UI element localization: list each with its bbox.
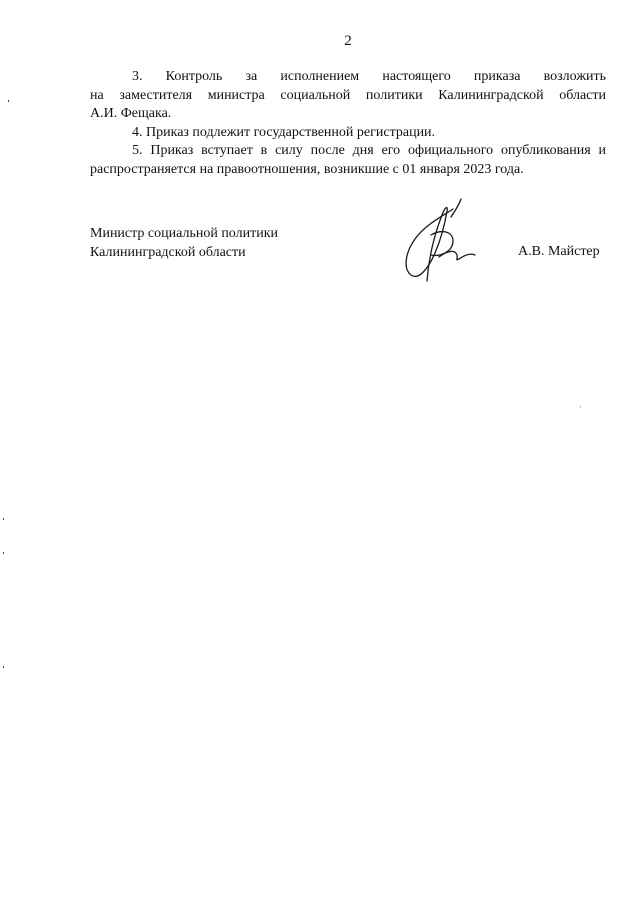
scan-speck xyxy=(3,552,4,554)
paragraph-3 xyxy=(90,68,606,124)
paragraph-3-line-1: 3. Контроль за исполнением настоящего приказа возложить xyxy=(132,69,606,84)
signatory-position-line-1: Министр социальной политики xyxy=(90,226,279,241)
paragraph-5-line-2: распространяется на правоотношения, возникшие с 01 января 2023 года. xyxy=(90,161,524,177)
signatory-position xyxy=(90,225,278,262)
paragraph-3-line-3: А.И. Фещака. xyxy=(90,106,172,121)
signatory-name: А.В. Майстер xyxy=(518,244,600,259)
paragraph-5-line-1: 5. Приказ вступает в силу после дня его официального опубликования и xyxy=(132,143,606,158)
paragraph-4 xyxy=(90,124,606,143)
scan-speck xyxy=(3,518,4,520)
paragraph-5 xyxy=(90,142,606,179)
handwritten-signature xyxy=(395,195,485,287)
scan-speck xyxy=(580,406,581,408)
page-number: 2 xyxy=(344,33,352,49)
scan-speck xyxy=(8,100,9,102)
paragraph-3-line-2: на заместителя министра социальной политики Калининградской области xyxy=(90,87,606,103)
scan-speck xyxy=(3,666,4,668)
signatory-position-line-2: Калининградской области xyxy=(90,244,246,260)
paragraph-4-line-1: 4. Приказ подлежит государственной регистрации. xyxy=(132,124,436,140)
